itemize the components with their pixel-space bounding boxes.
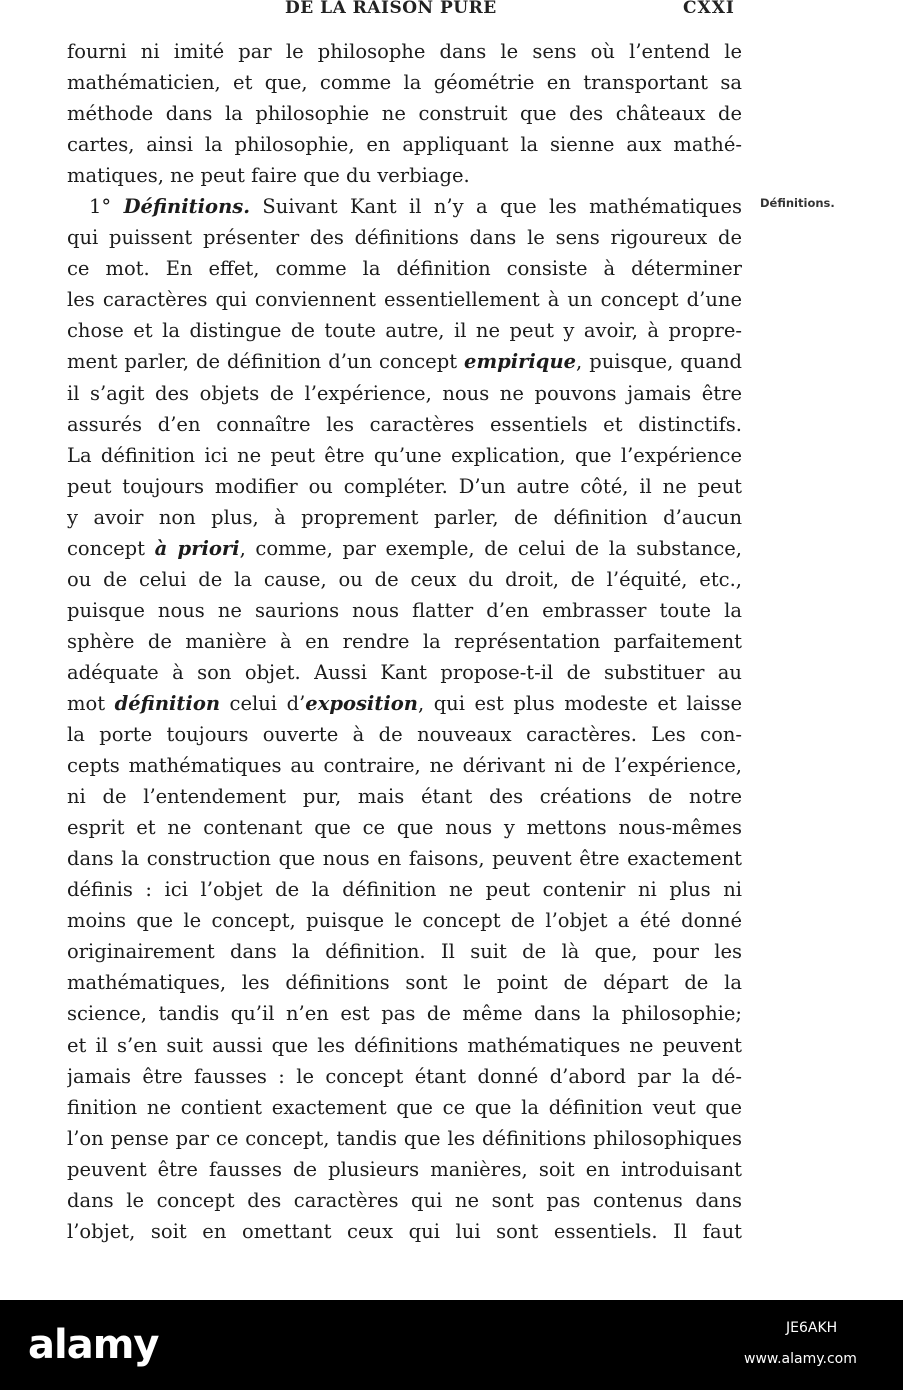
text-line: peuvent être fausses de plusieurs manières, soit en introduisant bbox=[67, 1157, 742, 1181]
text-line: l’objet, soit en omettant ceux qui lui sont essentiels. Il faut bbox=[67, 1219, 742, 1243]
text-line: esprit et ne contenant que ce que nous y mettons nous-mêmes bbox=[67, 816, 742, 840]
text-line: cepts mathématiques au contraire, ne dérivant ni de l’expérience, bbox=[67, 754, 742, 778]
text-line: sphère de manière à en rendre la représentation parfaitement bbox=[67, 629, 742, 653]
text-line: concept à priori, comme, par exemple, de celui de la substance, bbox=[67, 536, 742, 560]
text-line: qui puissent présenter des définitions dans le sens rigoureux de bbox=[67, 226, 742, 250]
text-line: la porte toujours ouverte à de nouveaux caractères. Les con- bbox=[67, 723, 742, 747]
text-line: finition ne contient exactement que ce que la définition veut que bbox=[67, 1095, 742, 1119]
text-line: dans le concept des caractères qui ne sont pas contenus dans bbox=[67, 1188, 742, 1212]
text-line: fourni ni imité par le philosophe dans le sens où l’entend le bbox=[67, 40, 742, 63]
body-text bbox=[67, 36, 742, 1247]
text-line: ou de celui de la cause, ou de ceux du droit, de l’équité, etc., bbox=[67, 567, 742, 591]
running-title: DE LA RAISON PURE bbox=[285, 0, 497, 18]
text-line: 1° Définitions. Suivant Kant il n’y a que les mathématiques bbox=[89, 195, 742, 219]
text-line: originairement dans la définition. Il suit de là que, pour les bbox=[67, 940, 742, 964]
text-line: ce mot. En effet, comme la définition consiste à déterminer bbox=[67, 257, 742, 281]
text-line: moins que le concept, puisque le concept de l’objet a été donné bbox=[67, 909, 742, 933]
text-line: puisque nous ne saurions nous flatter d’en embrasser toute la bbox=[67, 598, 742, 622]
text-line: La définition ici ne peut être qu’une explication, que l’expérience bbox=[67, 443, 742, 467]
page-number: CXXI bbox=[683, 0, 735, 18]
text-line: mathématiques, les définitions sont le point de départ de la bbox=[67, 971, 742, 995]
text-line: ni de l’entendement pur, mais étant des créations de notre bbox=[67, 785, 742, 809]
text-line: méthode dans la philosophie ne construit que des châteaux de bbox=[67, 102, 742, 126]
alamy-logo: alamy bbox=[28, 1322, 159, 1368]
text-line: définis : ici l’objet de la définition ne peut contenir ni plus ni bbox=[67, 878, 742, 902]
text-line: et il s’en suit aussi que les définitions mathématiques ne peuvent bbox=[67, 1033, 742, 1057]
margin-note: Définitions. bbox=[760, 196, 835, 210]
site-url: www.alamy.com bbox=[744, 1351, 857, 1367]
text-line: matiques, ne peut faire que du verbiage. bbox=[67, 164, 470, 188]
text-line: adéquate à son objet. Aussi Kant propose-t-il de substituer au bbox=[67, 660, 742, 684]
text-line: y avoir non plus, à proprement parler, de définition d’aucun bbox=[67, 505, 742, 529]
text-line: jamais être fausses : le concept étant donné d’abord par la dé- bbox=[67, 1064, 742, 1088]
text-line: ment parler, de définition d’un concept empirique, puisque, quand bbox=[67, 350, 742, 374]
text-line: mathématicien, et que, comme la géométrie en transportant sa bbox=[67, 71, 742, 95]
text-line: il s’agit des objets de l’expérience, nous ne pouvons jamais être bbox=[67, 381, 742, 405]
text-line: cartes, ainsi la philosophie, en appliquant la sienne aux mathé- bbox=[67, 133, 742, 157]
stock-footer-bar bbox=[0, 1300, 903, 1390]
image-id-label: JE6AKH bbox=[786, 1320, 838, 1336]
text-line: mot définition celui d’exposition, qui est plus modeste et laisse bbox=[67, 691, 742, 715]
text-line: chose et la distingue de toute autre, il ne peut y avoir, à propre- bbox=[67, 319, 742, 343]
text-line: assurés d’en connaître les caractères essentiels et distinctifs. bbox=[67, 412, 742, 436]
text-line: l’on pense par ce concept, tandis que les définitions philosophiques bbox=[67, 1126, 742, 1150]
text-line: les caractères qui conviennent essentiellement à un concept d’une bbox=[67, 288, 742, 312]
text-line: dans la construction que nous en faisons, peuvent être exactement bbox=[67, 847, 742, 871]
text-line: peut toujours modifier ou compléter. D’un autre côté, il ne peut bbox=[67, 474, 742, 498]
text-line: science, tandis qu’il n’en est pas de même dans la philosophie; bbox=[67, 1002, 742, 1026]
